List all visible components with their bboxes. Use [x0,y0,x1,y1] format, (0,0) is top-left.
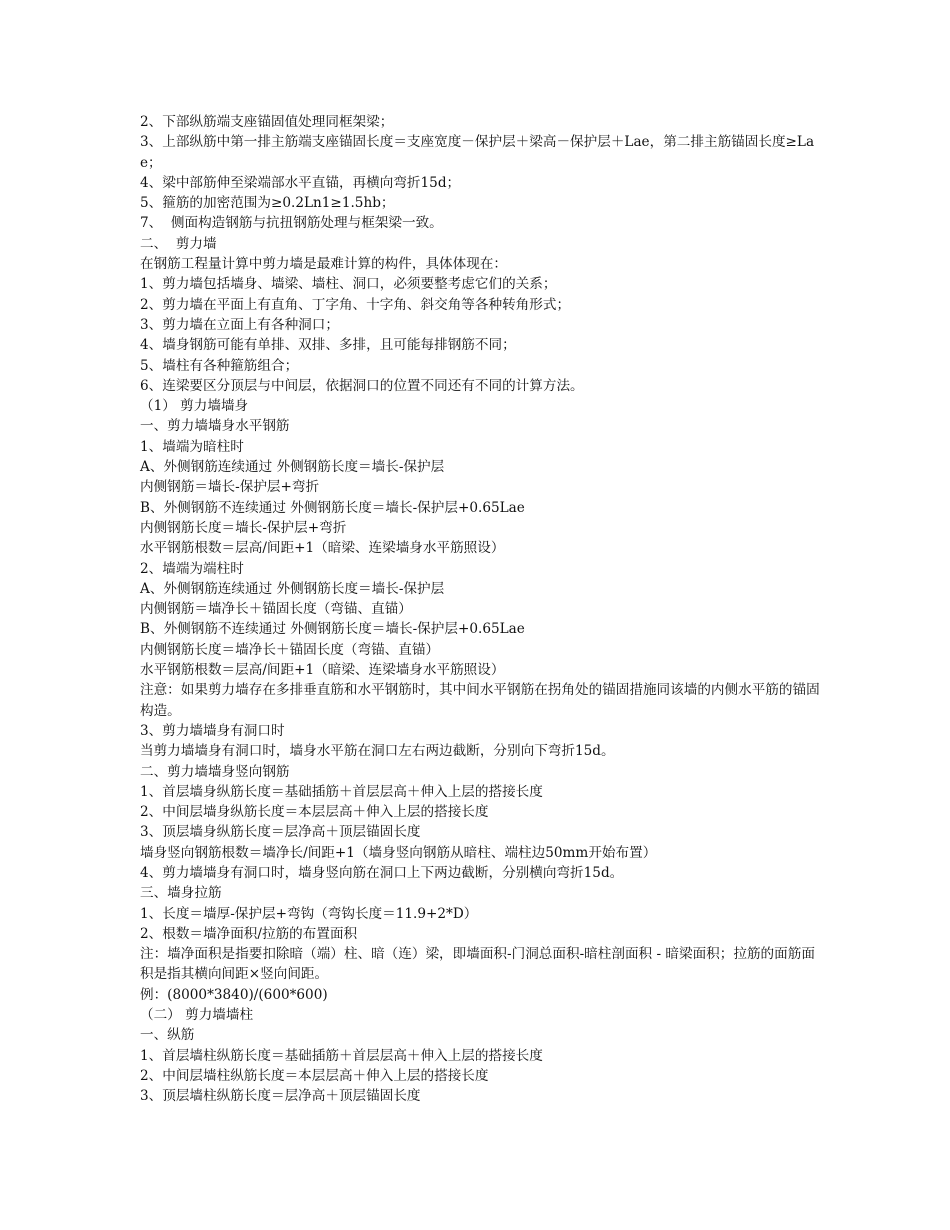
text-line: 3、顶层墙身纵筋长度＝层净高＋顶层锚固长度 [140,824,421,841]
text-line: （二） 剪力墙墙柱 [140,1007,254,1024]
text-line: 内侧钢筋长度＝墙长-保护层+弯折 [140,519,347,536]
text-line: A、外侧钢筋连续通过 外侧钢筋长度＝墙长-保护层 [140,580,445,597]
text-line: 3、顶层墙柱纵筋长度＝层净高＋顶层锚固长度 [140,1088,421,1105]
text-line: B、外侧钢筋不连续通过 外侧钢筋长度＝墙长-保护层+0.65Lae [140,499,525,516]
text-line: 例：(8000*3840)/(600*600) [140,986,328,1003]
text-line: 5、箍筋的加密范围为≥0.2Ln1≥1.5hb； [140,195,395,212]
text-line: 二、 剪力墙 [140,235,217,252]
text-line: 7、 侧面构造钢筋与抗扭钢筋处理与框架梁一致。 [140,215,443,232]
text-line: 2、下部纵筋端支座锚固值处理同框架梁； [140,114,394,130]
text-line: B、外侧钢筋不连续通过 外侧钢筋长度＝墙长-保护层+0.65Lae [140,621,525,638]
text-line: 注：墙净面积是指要扣除暗（端）柱、暗（连）梁，即墙面积-门洞总面积-暗柱剖面积 - 暗梁面积；拉筋的面筋面积是指其横向间距×竖向间距。 [140,946,815,983]
text-line: 一、纵筋 [140,1027,195,1044]
text-line: 内侧钢筋＝墙长-保护层+弯折 [140,479,320,496]
text-line: 4、剪力墙墙身有洞口时，墙身竖向筋在洞口上下两边截断，分别横向弯折15d。 [140,864,624,881]
text-line: 3、上部纵筋中第一排主筋端支座锚固长度＝支座宽度－保护层＋梁高－保护层＋Lae，第二排主筋锚固长度≥Lae； [140,134,815,171]
text-line: 4、梁中部筋伸至梁端部水平直锚，再横向弯折15d； [140,174,461,191]
text-line: 墙身竖向钢筋根数＝墙净长/间距+1（墙身竖向钢筋从暗柱、端柱边50mm开始布置） [140,844,657,861]
text-line: 水平钢筋根数＝层高/间距+1（暗梁、连梁墙身水平筋照设） [140,662,505,679]
text-line: 三、墙身拉筋 [140,885,222,902]
text-line: 一、剪力墙墙身水平钢筋 [140,418,290,435]
text-line: 2、墙端为端柱时 [140,560,244,577]
text-line: 2、剪力墙在平面上有直角、丁字角、十字角、斜交角等各种转角形式； [140,296,571,313]
text-line: 2、根数＝墙净面积/拉筋的布置面积 [140,925,358,942]
text-line: 2、中间层墙身纵筋长度＝本层层高＋伸入上层的搭接长度 [140,804,489,821]
text-line: A、外侧钢筋连续通过 外侧钢筋长度＝墙长-保护层 [140,459,445,476]
text-line: 3、剪力墙在立面上有各种洞口； [140,316,339,333]
text-line: 1、首层墙身纵筋长度＝基础插筋＋首层层高＋伸入上层的搭接长度 [140,783,543,800]
text-line: 4、墙身钢筋可能有单排、双排、多排，且可能每排钢筋不同； [140,337,516,354]
text-line: （1） 剪力墙墙身 [140,398,249,415]
text-line: 1、首层墙柱纵筋长度＝基础插筋＋首层层高＋伸入上层的搭接长度 [140,1047,543,1064]
text-line: 注意：如果剪力墙存在多排垂直筋和水平钢筋时，其中间水平钢筋在拐角处的锚固措施同该墙的内侧水平筋的锚固构造。 [140,682,820,719]
text-line: 内侧钢筋＝墙净长＋锚固长度（弯锚、直锚） [140,601,412,618]
text-line: 5、墙柱有各种箍筋组合； [140,357,299,374]
document-body [140,112,820,1107]
text-line: 在钢筋工程量计算中剪力墙是最难计算的构件，具体体现在： [140,256,508,273]
text-line: 1、长度＝墙厚-保护层+弯钩（弯钩长度＝11.9+2*D） [140,905,478,922]
text-line: 2、中间层墙柱纵筋长度＝本层层高＋伸入上层的搭接长度 [140,1067,489,1084]
text-line: 1、剪力墙包括墙身、墙梁、墙柱、洞口，必须要整考虑它们的关系； [140,276,557,293]
text-line: 1、墙端为暗柱时 [140,438,244,455]
text-line: 水平钢筋根数＝层高/间距+1（暗梁、连梁墙身水平筋照设） [140,540,505,557]
text-line: 6、连梁要区分顶层与中间层，依据洞口的位置不同还有不同的计算方法。 [140,377,584,394]
text-line: 当剪力墙墙身有洞口时，墙身水平筋在洞口左右两边截断，分别向下弯折15d。 [140,743,615,760]
text-line: 内侧钢筋长度＝墙净长＋锚固长度（弯锚、直锚） [140,641,440,658]
text-line: 3、剪力墙墙身有洞口时 [140,722,285,739]
text-line: 二、剪力墙墙身竖向钢筋 [140,763,290,780]
